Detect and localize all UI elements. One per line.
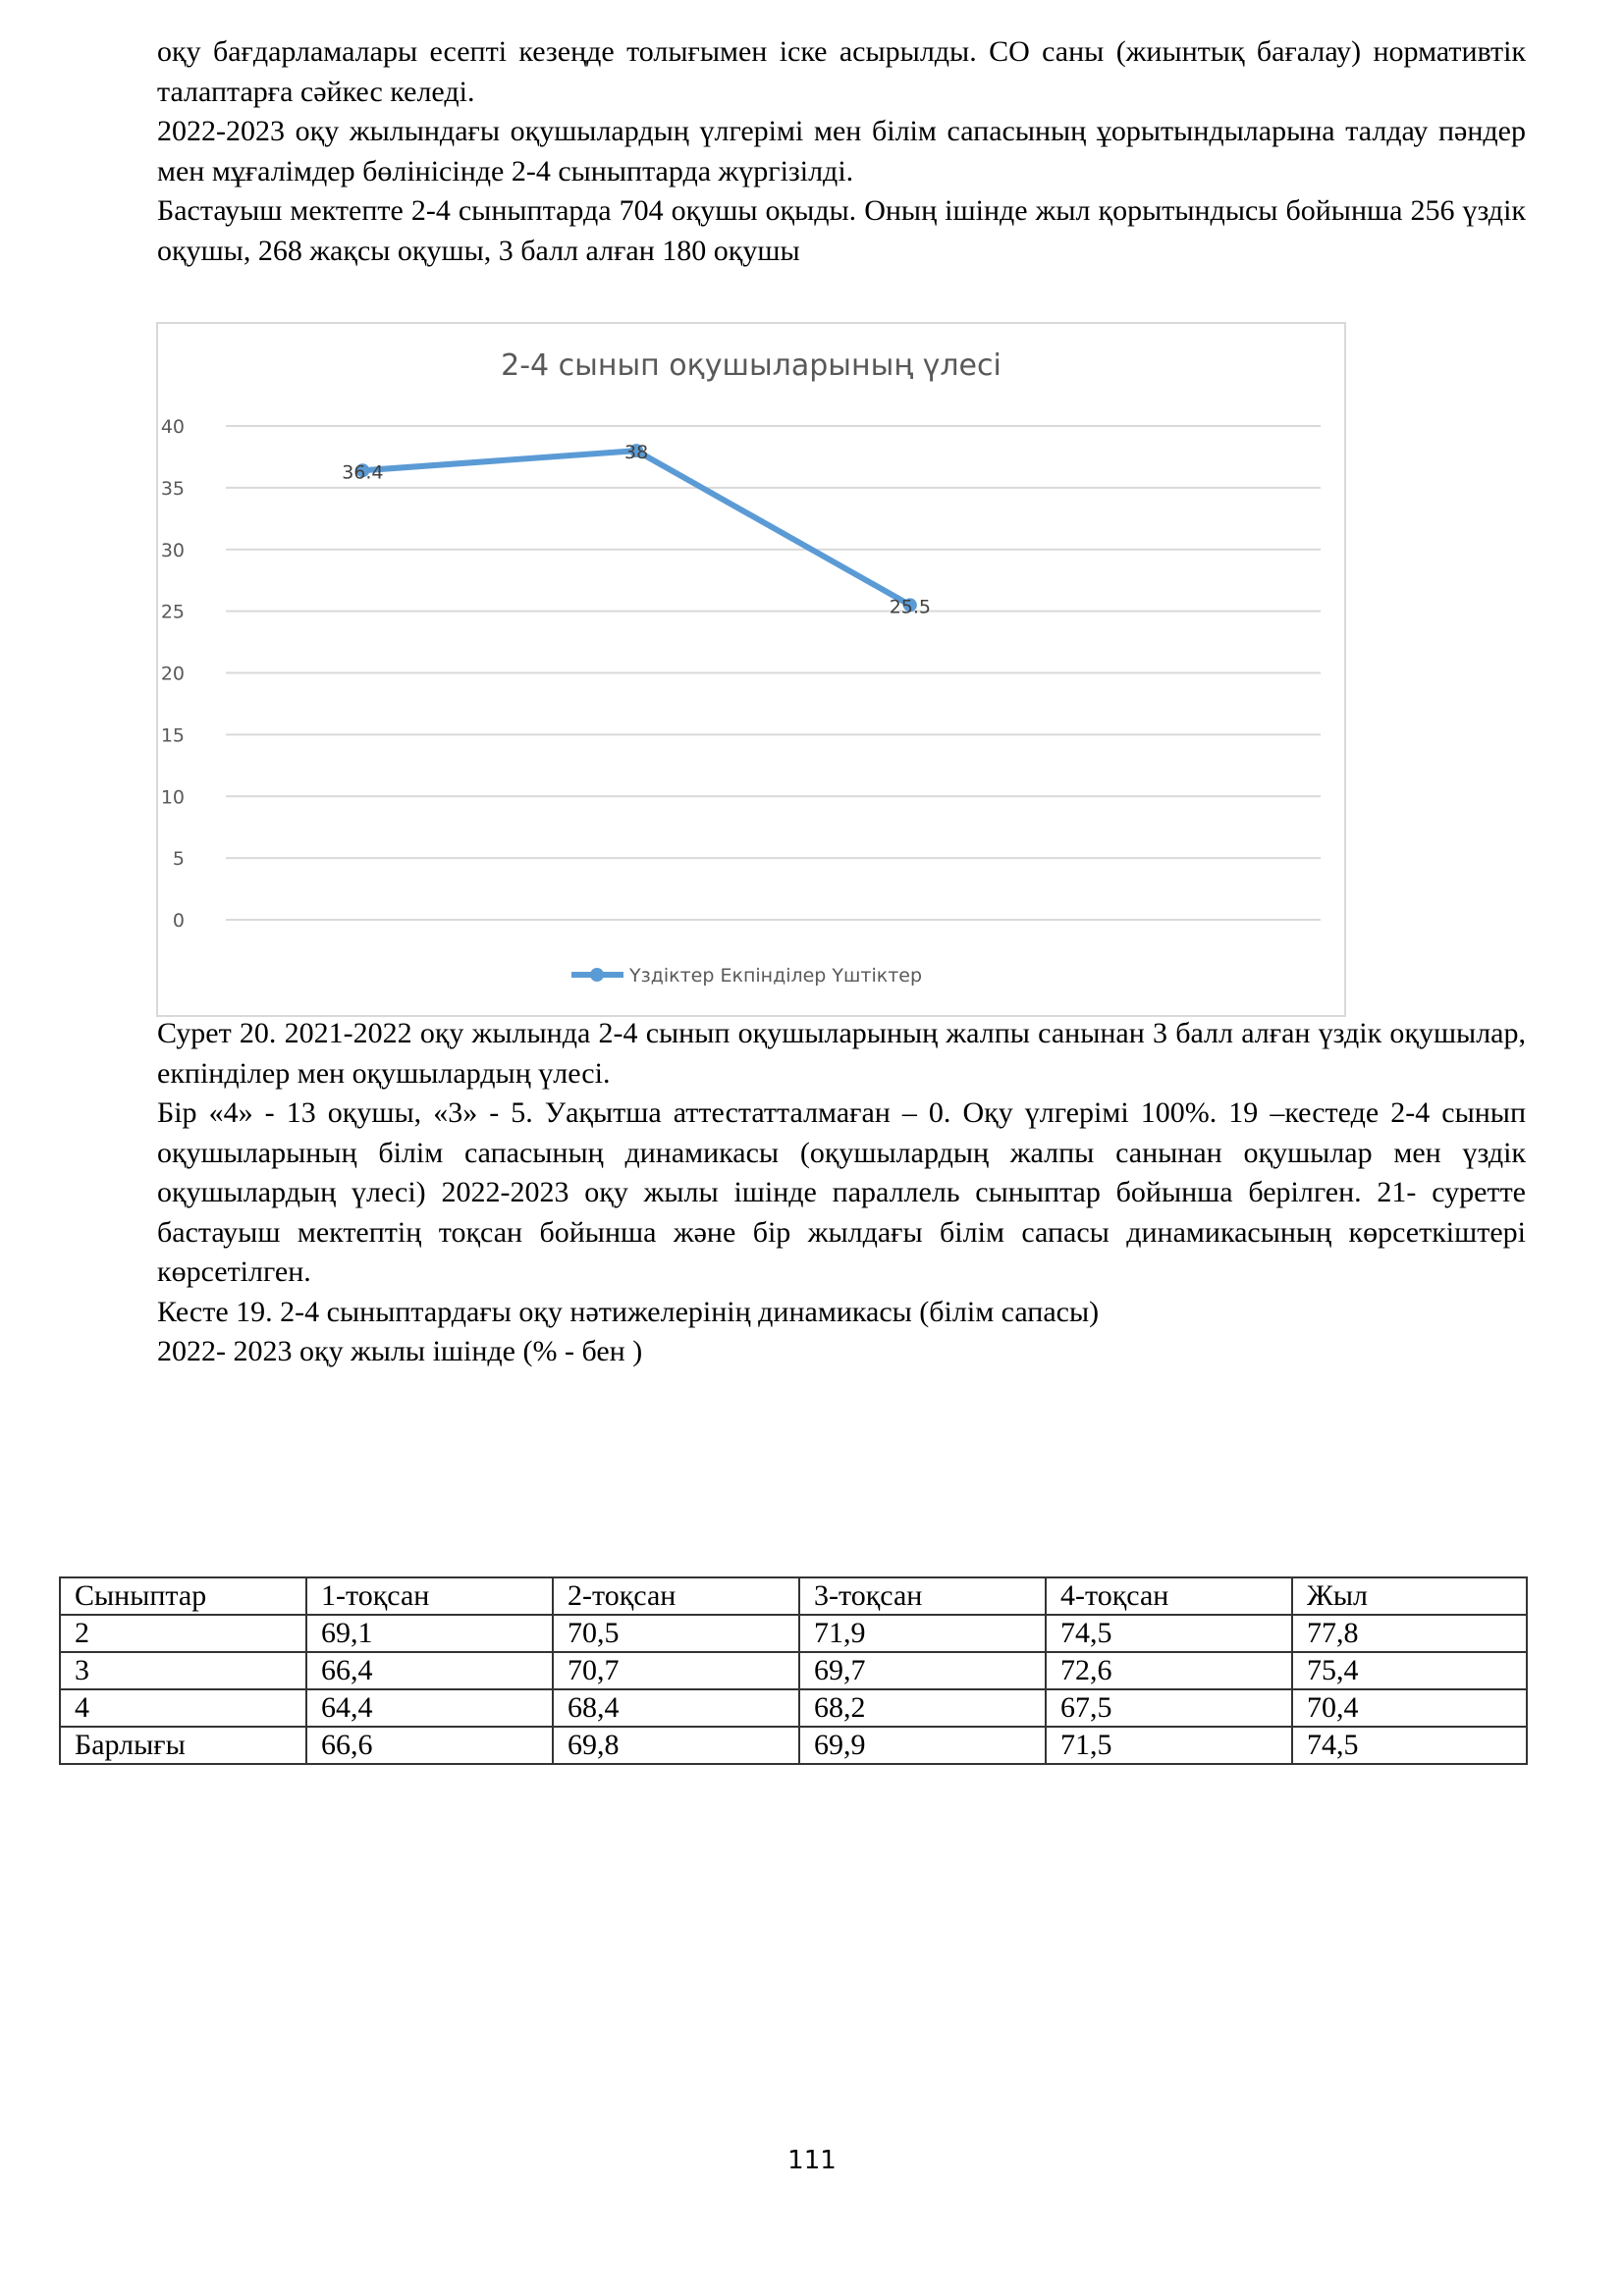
table-cell: 68,4 <box>553 1689 799 1727</box>
header-cell: 4-тоқсан <box>1046 1577 1292 1615</box>
chart-title: 2-4 сынып оқушыларының үлесі <box>501 348 1001 383</box>
header-cell: Сыныптар <box>60 1577 306 1615</box>
table-cell: 77,8 <box>1292 1615 1527 1652</box>
table-row <box>60 1689 1527 1727</box>
table-cell: 69,8 <box>553 1727 799 1764</box>
table-row-total <box>60 1727 1527 1764</box>
table-cell: Барлығы <box>60 1727 306 1764</box>
paragraph-analysis: 2022-2023 оқу жылындағы оқушылардың үлгерімі мен білім сапасының ұорытындыларына талдау пәндер мен мұғалімдер бөлінісінде 2-4 сыныптарда жүргізілді. <box>157 115 1526 187</box>
table-cell: 66,4 <box>306 1652 553 1689</box>
header-cell: Жыл <box>1292 1577 1527 1615</box>
chart-legend <box>571 965 922 987</box>
page-number: 111 <box>787 2146 837 2175</box>
table-cell: 71,5 <box>1046 1727 1292 1764</box>
table-cell: 69,7 <box>799 1652 1046 1689</box>
data-label: 36.4 <box>342 461 384 484</box>
y-tick-label: 0 <box>172 910 185 932</box>
table-cell: 67,5 <box>1046 1689 1292 1727</box>
figure-caption: Сурет 20. 2021-2022 оқу жылында 2-4 сынып оқушыларының жалпы санынан 3 балл алған үздік оқушылар, екпінділер мен оқушылардың үлесі. <box>157 1017 1526 1090</box>
line-chart <box>156 322 1346 1017</box>
table-cell: 4 <box>60 1689 306 1727</box>
table-cell: 70,7 <box>553 1652 799 1689</box>
paragraph-student-counts: Бастауыш мектепте 2-4 сыныптарда 704 оқушы оқыды. Оның ішінде жыл қорытындысы бойынша 256 үздік оқушы, 268 жақсы оқушы, 3 балл алған 180 оқушы <box>157 194 1526 267</box>
legend-label: Үздіктер Екпінділер Үштіктер <box>629 965 923 987</box>
chart-canvas <box>158 324 1344 1015</box>
gridlines <box>161 416 1321 932</box>
table-row <box>60 1615 1527 1652</box>
header-cell: 1-тоқсан <box>306 1577 553 1615</box>
y-tick-label: 25 <box>160 601 185 623</box>
table-cell: 69,1 <box>306 1615 553 1652</box>
y-tick-label: 20 <box>160 663 185 685</box>
series-polyline <box>362 451 910 605</box>
table-cell: 2 <box>60 1615 306 1652</box>
table-cell: 66,6 <box>306 1727 553 1764</box>
table-cell: 3 <box>60 1652 306 1689</box>
results-table <box>59 1576 1528 1765</box>
y-tick-label: 40 <box>160 416 185 438</box>
header-cell: 3-тоқсан <box>799 1577 1046 1615</box>
table-cell: 75,4 <box>1292 1652 1527 1689</box>
table-cell: 74,5 <box>1292 1727 1527 1764</box>
table-cell: 74,5 <box>1046 1615 1292 1652</box>
table-cell: 70,5 <box>553 1615 799 1652</box>
table-cell: 70,4 <box>1292 1689 1527 1727</box>
results-table-container <box>59 1576 1528 1765</box>
y-tick-label: 15 <box>160 724 185 747</box>
table-cell: 68,2 <box>799 1689 1046 1727</box>
table-cell: 69,9 <box>799 1727 1046 1764</box>
table-header-row <box>60 1577 1527 1615</box>
table-row <box>60 1652 1527 1689</box>
header-cell: 2-тоқсан <box>553 1577 799 1615</box>
table-subcaption: 2022- 2023 оқу жылы ішінде (% - бен ) <box>157 1335 643 1367</box>
series-line <box>355 444 917 612</box>
table-cell: 71,9 <box>799 1615 1046 1652</box>
table-caption: Кесте 19. 2-4 сыныптардағы оқу нәтижелерінің динамикасы (білім сапасы) <box>157 1295 1100 1328</box>
table-cell: 64,4 <box>306 1689 553 1727</box>
y-tick-label: 10 <box>160 786 185 809</box>
paragraph-grades-summary: Бір «4» - 13 оқушы, «3» - 5. Уақытша аттестатталмаған – 0. Оқу үлгерімі 100%. 19 –кестеде 2-4 сынып оқушыларының білім сапасының динамикасы (оқушылардың жалпы санынан оқушылар мен үздік оқушылардың үлесі) 2022-2023 оқу жылы ішінде параллель сыныптар бойынша берілген. 21- суретте бастауыш мектептің тоқсан бойынша және бір жылдағы білім сапасы динамикасының көрсеткіштері көрсетілген. <box>157 1096 1526 1288</box>
y-tick-label: 5 <box>172 848 185 871</box>
caption-text-block <box>157 1014 1526 1372</box>
data-label: 38 <box>624 442 649 464</box>
table-cell: 72,6 <box>1046 1652 1292 1689</box>
data-label: 25.5 <box>889 596 932 618</box>
paragraph-curriculum: оқу бағдарламалары есепті кезеңде толығымен іске асырылды. СО саны (жиынтық бағалау) нормативтік талаптарға сәйкес келеді. <box>157 35 1526 108</box>
legend-marker-icon <box>590 968 604 982</box>
intro-text-block <box>157 32 1526 271</box>
y-tick-label: 35 <box>160 477 185 500</box>
y-tick-label: 30 <box>160 539 185 561</box>
